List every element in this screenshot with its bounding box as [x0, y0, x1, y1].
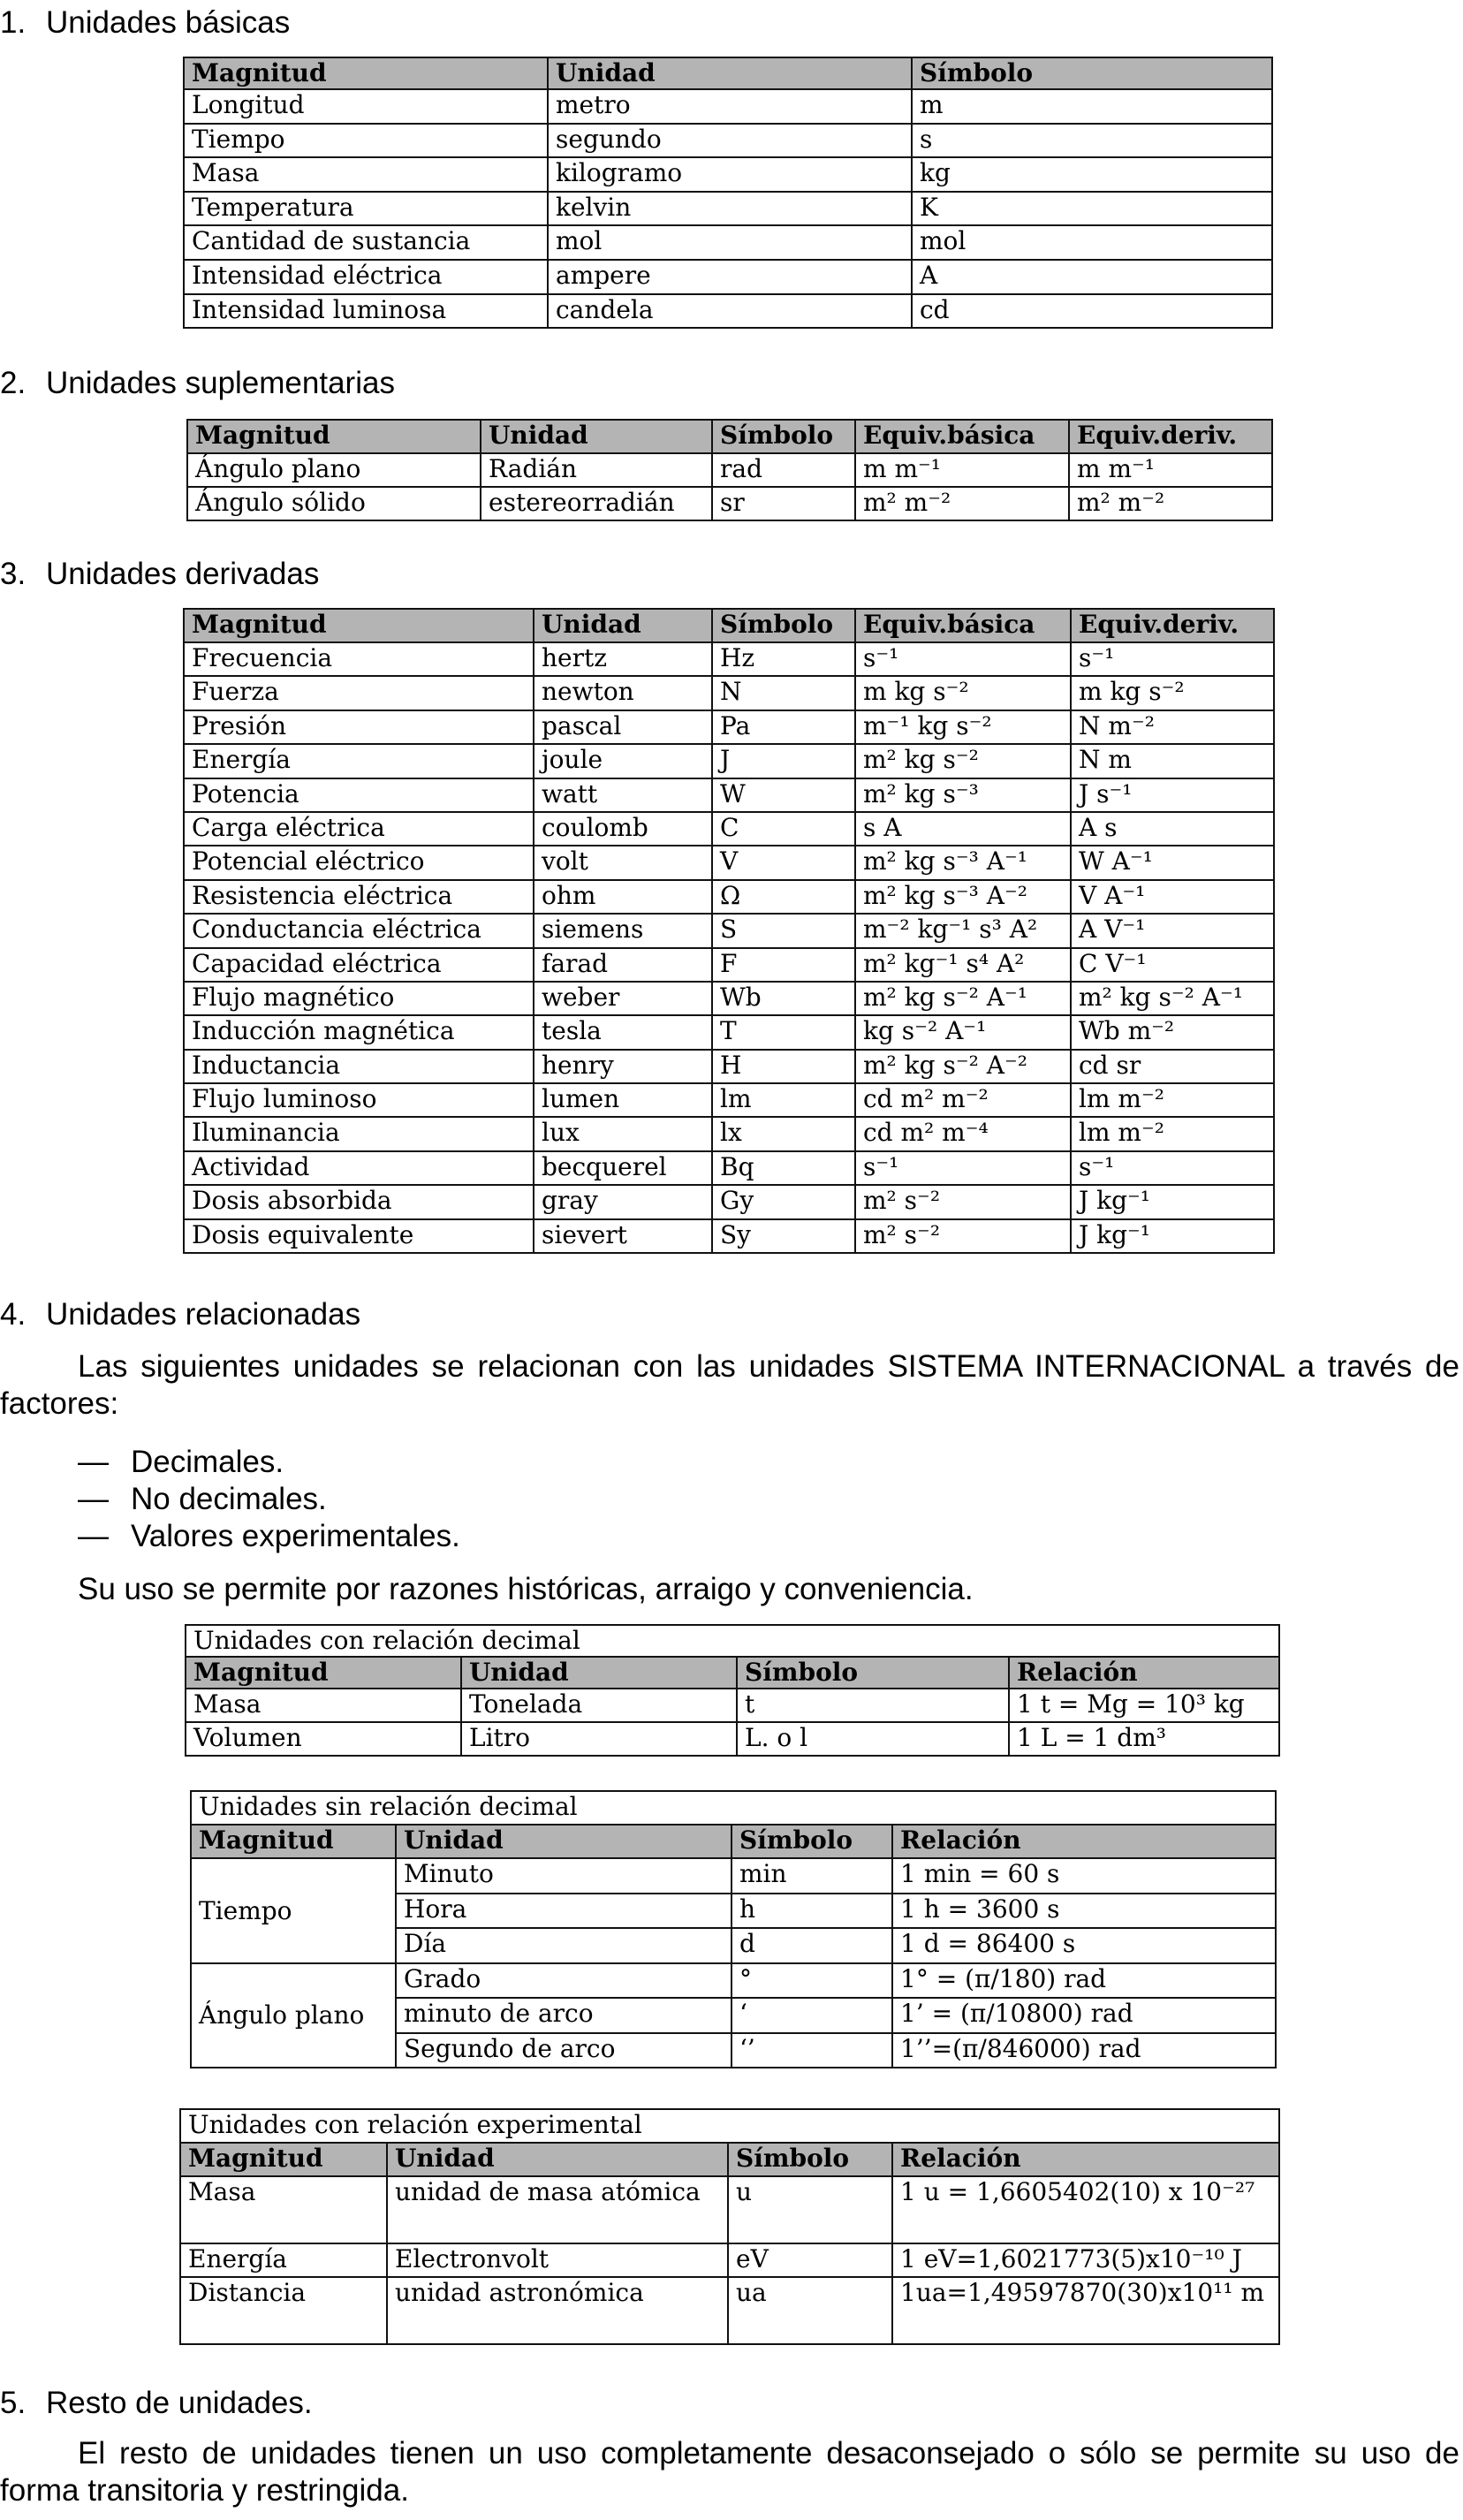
cell-simbolo: T [712, 1015, 855, 1049]
cell-relacion: 1’ = (π/10800) rad [892, 1998, 1276, 2033]
cell-magnitud: Capacidad eléctrica [184, 948, 534, 982]
cell-magnitud: Flujo luminoso [184, 1083, 534, 1117]
cell-simbolo: K [912, 192, 1272, 226]
cell-unidad: siemens [534, 914, 712, 947]
cell-equiv-deriv: cd sr [1071, 1050, 1274, 1083]
cell-simbolo: A [912, 260, 1272, 294]
col-header-magnitud: Magnitud [186, 1657, 461, 1689]
cell-unidad: coulomb [534, 812, 712, 846]
col-header-simbolo: Símbolo [712, 420, 855, 453]
cell-equiv-basica: m² kg s⁻² [855, 744, 1071, 778]
table-row [184, 89, 1272, 124]
cell-simbolo: Wb [712, 982, 855, 1015]
cell-simbolo: cd [912, 294, 1272, 329]
cell-magnitud: Flujo magnético [184, 982, 534, 1015]
section-2-heading: 2. Unidades suplementarias [0, 366, 395, 400]
cell-magnitud: Frecuencia [184, 642, 534, 676]
cell-simbolo: s [912, 124, 1272, 158]
cell-unidad: weber [534, 982, 712, 1015]
table-row [184, 1151, 1274, 1185]
cell-simbolo: min [732, 1858, 892, 1894]
cell-magnitud: Carga eléctrica [184, 812, 534, 846]
cell-equiv-basica: m² s⁻² [855, 1219, 1071, 1253]
table-row [187, 487, 1272, 520]
cell-simbolo: t [737, 1689, 1009, 1722]
table-row [184, 880, 1274, 914]
cell-simbolo: ° [732, 1963, 892, 1999]
cell-equiv-deriv: J kg⁻¹ [1071, 1185, 1274, 1218]
col-header-magnitud: Magnitud [184, 609, 534, 642]
derived-units-table [183, 608, 1275, 1254]
cell-unidad: Litro [461, 1722, 737, 1756]
decimal-relation-body [186, 1689, 1279, 1756]
cell-equiv-deriv: J kg⁻¹ [1071, 1219, 1274, 1253]
cell-simbolo: N [712, 676, 855, 710]
table-row [184, 1050, 1274, 1083]
cell-simbolo: lm [712, 1083, 855, 1117]
cell-relacion: 1 t = Mg = 10³ kg [1009, 1689, 1279, 1722]
cell-unidad: ampere [548, 260, 912, 294]
col-header-equiv-deriv: Equiv.deriv. [1069, 420, 1272, 453]
table-row [184, 157, 1272, 192]
table-row [187, 453, 1272, 487]
cell-simbolo: Bq [712, 1151, 855, 1185]
col-header-equiv-deriv: Equiv.deriv. [1071, 609, 1274, 642]
cell-magnitud: Conductancia eléctrica [184, 914, 534, 947]
col-header-magnitud: Magnitud [184, 57, 548, 89]
table-row [184, 225, 1272, 260]
cell-unidad: candela [548, 294, 912, 329]
section-4-heading: 4. Unidades relacionadas [0, 1297, 361, 1332]
cell-unidad: hertz [534, 642, 712, 676]
col-header-equiv-basica: Equiv.básica [855, 420, 1069, 453]
cell-unidad: lumen [534, 1083, 712, 1117]
table-row [184, 914, 1274, 947]
cell-magnitud: Iluminancia [184, 1117, 534, 1150]
cell-simbolo: rad [712, 453, 855, 487]
cell-magnitud: Masa [184, 157, 548, 192]
table-row [184, 1185, 1274, 1218]
cell-simbolo: h [732, 1894, 892, 1929]
cell-unidad: kilogramo [548, 157, 912, 192]
bullet-no-decimales: — No decimales. [78, 1482, 327, 1516]
cell-unidad: minuto de arco [396, 1998, 732, 2033]
cell-unidad: lux [534, 1117, 712, 1150]
col-header-unidad: Unidad [481, 420, 712, 453]
cell-equiv-deriv: V A⁻¹ [1071, 880, 1274, 914]
table-row [184, 1083, 1274, 1117]
experimental-relation-body [180, 2176, 1279, 2344]
table-row [184, 948, 1274, 982]
cell-magnitud: Resistencia eléctrica [184, 880, 534, 914]
table-row [184, 812, 1274, 846]
cell-equiv-deriv: C V⁻¹ [1071, 948, 1274, 982]
cell-simbolo: Sy [712, 1219, 855, 1253]
col-header-magnitud: Magnitud [180, 2143, 387, 2176]
col-header-magnitud: Magnitud [191, 1825, 396, 1858]
section-3-heading: 3. Unidades derivadas [0, 557, 320, 591]
cell-unidad: Electronvolt [387, 2243, 728, 2277]
cell-magnitud: Energía [180, 2243, 387, 2277]
cell-unidad: Segundo de arco [396, 2033, 732, 2068]
cell-magnitud: Dosis absorbida [184, 1185, 534, 1218]
table-row [184, 846, 1274, 879]
table-row [184, 124, 1272, 158]
cell-magnitud: Inductancia [184, 1050, 534, 1083]
cell-simbolo: F [712, 948, 855, 982]
col-header-simbolo: Símbolo [912, 57, 1272, 89]
cell-unidad: unidad de masa atómica [387, 2176, 728, 2243]
cell-unidad: Grado [396, 1963, 732, 1999]
cell-unidad: Minuto [396, 1858, 732, 1894]
cell-magnitud: Intensidad eléctrica [184, 260, 548, 294]
cell-simbolo: ua [728, 2277, 892, 2344]
cell-equiv-deriv: W A⁻¹ [1071, 846, 1274, 879]
cell-simbolo: S [712, 914, 855, 947]
basic-units-table [183, 57, 1273, 329]
cell-magnitud: Actividad [184, 1151, 534, 1185]
cell-equiv-basica: m² kg s⁻² A⁻¹ [855, 982, 1071, 1015]
cell-unidad: becquerel [534, 1151, 712, 1185]
cell-equiv-basica: m² kg s⁻³ [855, 778, 1071, 812]
cell-simbolo: C [712, 812, 855, 846]
table-row [184, 294, 1272, 329]
cell-equiv-basica: s⁻¹ [855, 642, 1071, 676]
cell-equiv-basica: cd m² m⁻² [855, 1083, 1071, 1117]
table-row [180, 2243, 1279, 2277]
cell-magnitud: Inducción magnética [184, 1015, 534, 1049]
cell-magnitud: Energía [184, 744, 534, 778]
cell-equiv-deriv: s⁻¹ [1071, 1151, 1274, 1185]
cell-equiv-deriv: lm m⁻² [1071, 1117, 1274, 1150]
cell-unidad: sievert [534, 1219, 712, 1253]
table-row [184, 642, 1274, 676]
cell-equiv-basica: cd m² m⁻⁴ [855, 1117, 1071, 1150]
cell-magnitud: Temperatura [184, 192, 548, 226]
table-row [184, 778, 1274, 812]
cell-equiv-basica: m² kg s⁻² A⁻² [855, 1050, 1071, 1083]
cell-equiv-deriv: m² m⁻² [1069, 487, 1272, 520]
cell-equiv-deriv: A V⁻¹ [1071, 914, 1274, 947]
cell-simbolo: Gy [712, 1185, 855, 1218]
cell-equiv-basica: m kg s⁻² [855, 676, 1071, 710]
cell-unidad: tesla [534, 1015, 712, 1049]
cell-unidad: watt [534, 778, 712, 812]
cell-simbolo: m [912, 89, 1272, 124]
cell-unidad: henry [534, 1050, 712, 1083]
cell-unidad: estereorradián [481, 487, 712, 520]
cell-unidad: Tonelada [461, 1689, 737, 1722]
col-header-unidad: Unidad [548, 57, 912, 89]
cell-equiv-basica: m m⁻¹ [855, 453, 1069, 487]
cell-simbolo: Ω [712, 880, 855, 914]
cell-simbolo: V [712, 846, 855, 879]
cell-magnitud: Distancia [180, 2277, 387, 2344]
cell-equiv-deriv: N m [1071, 744, 1274, 778]
cell-magnitud: Masa [186, 1689, 461, 1722]
table-row [184, 982, 1274, 1015]
cell-unidad: ohm [534, 880, 712, 914]
cell-magnitud: Ángulo sólido [187, 487, 481, 520]
col-header-unidad: Unidad [387, 2143, 728, 2176]
table-row [191, 1858, 1276, 1894]
derived-units-body [184, 642, 1274, 1253]
cell-unidad: Radián [481, 453, 712, 487]
supplementary-units-body [187, 453, 1272, 520]
decimal-relation-table [185, 1624, 1280, 1757]
col-header-equiv-basica: Equiv.básica [855, 609, 1071, 642]
cell-magnitud: Dosis equivalente [184, 1219, 534, 1253]
cell-unidad: newton [534, 676, 712, 710]
cell-equiv-deriv: lm m⁻² [1071, 1083, 1274, 1117]
col-header-unidad: Unidad [396, 1825, 732, 1858]
nondecimal-relation-body [191, 1858, 1276, 2068]
cell-magnitud: Potencia [184, 778, 534, 812]
cell-magnitud: Volumen [186, 1722, 461, 1756]
cell-equiv-deriv: A s [1071, 812, 1274, 846]
cell-equiv-basica: m² kg s⁻³ A⁻² [855, 880, 1071, 914]
basic-units-body [184, 89, 1272, 328]
usage-paragraph: Su uso se permite por razones históricas, arraigo y conveniencia. [78, 1572, 974, 1606]
cell-magnitud: Ángulo plano [187, 453, 481, 487]
cell-simbolo: ‘’ [732, 2033, 892, 2068]
cell-unidad: segundo [548, 124, 912, 158]
table-row [184, 1015, 1274, 1049]
cell-relacion: 1 min = 60 s [892, 1858, 1276, 1894]
cell-equiv-basica: m² m⁻² [855, 487, 1069, 520]
col-header-relacion: Relación [892, 1825, 1276, 1858]
cell-magnitud: Cantidad de sustancia [184, 225, 548, 260]
cell-simbolo: kg [912, 157, 1272, 192]
col-header-simbolo: Símbolo [728, 2143, 892, 2176]
table-row [191, 1963, 1276, 1999]
cell-simbolo: ‘ [732, 1998, 892, 2033]
cell-equiv-basica: m⁻² kg⁻¹ s³ A² [855, 914, 1071, 947]
table-caption: Unidades con relación decimal [186, 1625, 1279, 1657]
cell-unidad: Hora [396, 1894, 732, 1929]
col-header-relacion: Relación [1009, 1657, 1279, 1689]
cell-magnitud: Masa [180, 2176, 387, 2243]
table-row [186, 1722, 1279, 1756]
cell-relacion: 1° = (π/180) rad [892, 1963, 1276, 1999]
table-row [180, 2277, 1279, 2344]
cell-equiv-deriv: m² kg s⁻² A⁻¹ [1071, 982, 1274, 1015]
cell-unidad: mol [548, 225, 912, 260]
cell-simbolo: d [732, 1928, 892, 1963]
cell-equiv-deriv: m m⁻¹ [1069, 453, 1272, 487]
col-header-magnitud: Magnitud [187, 420, 481, 453]
cell-simbolo: sr [712, 487, 855, 520]
table-row [184, 676, 1274, 710]
experimental-relation-table [179, 2108, 1280, 2345]
table-row [184, 710, 1274, 744]
table-row [184, 1117, 1274, 1150]
cell-magnitud: Tiempo [184, 124, 548, 158]
cell-unidad: farad [534, 948, 712, 982]
cell-equiv-basica: m⁻¹ kg s⁻² [855, 710, 1071, 744]
cell-equiv-basica: m² s⁻² [855, 1185, 1071, 1218]
cell-simbolo: W [712, 778, 855, 812]
supplementary-units-table [186, 419, 1273, 521]
cell-relacion: 1 L = 1 dm³ [1009, 1722, 1279, 1756]
cell-equiv-basica: kg s⁻² A⁻¹ [855, 1015, 1071, 1049]
cell-magnitud: Intensidad luminosa [184, 294, 548, 329]
cell-unidad: gray [534, 1185, 712, 1218]
col-header-simbolo: Símbolo [712, 609, 855, 642]
cell-simbolo: H [712, 1050, 855, 1083]
rest-paragraph: El resto de unidades tienen un uso completamente desaconsejado o sólo se permite su uso de forma transitoria y restringida. [0, 2436, 1459, 2508]
cell-equiv-basica: s A [855, 812, 1071, 846]
cell-magnitud: Fuerza [184, 676, 534, 710]
cell-simbolo: mol [912, 225, 1272, 260]
cell-relacion: 1 h = 3600 s [892, 1894, 1276, 1929]
col-header-relacion: Relación [892, 2143, 1279, 2176]
col-header-unidad: Unidad [461, 1657, 737, 1689]
cell-equiv-deriv: N m⁻² [1071, 710, 1274, 744]
table-row [184, 1219, 1274, 1253]
cell-equiv-deriv: s⁻¹ [1071, 642, 1274, 676]
nondecimal-relation-table [190, 1790, 1277, 2068]
table-caption: Unidades sin relación decimal [191, 1791, 1276, 1825]
cell-equiv-deriv: Wb m⁻² [1071, 1015, 1274, 1049]
col-header-unidad: Unidad [534, 609, 712, 642]
cell-magnitud: Longitud [184, 89, 548, 124]
table-row [184, 192, 1272, 226]
cell-equiv-basica: s⁻¹ [855, 1151, 1071, 1185]
cell-relacion: 1 d = 86400 s [892, 1928, 1276, 1963]
cell-simbolo: lx [712, 1117, 855, 1150]
bullet-decimales: — Decimales. [78, 1445, 284, 1479]
cell-equiv-deriv: m kg s⁻² [1071, 676, 1274, 710]
cell-relacion: 1’’=(π/846000) rad [892, 2033, 1276, 2068]
cell-magnitud: Ángulo plano [191, 1963, 396, 2068]
bullet-valores-experimentales: — Valores experimentales. [78, 1519, 460, 1553]
table-row [184, 744, 1274, 778]
cell-unidad: volt [534, 846, 712, 879]
cell-simbolo: eV [728, 2243, 892, 2277]
cell-simbolo: L. o l [737, 1722, 1009, 1756]
table-row [180, 2176, 1279, 2243]
cell-relacion: 1 u = 1,6605402(10) x 10⁻²⁷ [892, 2176, 1279, 2243]
cell-simbolo: Hz [712, 642, 855, 676]
cell-equiv-basica: m² kg⁻¹ s⁴ A² [855, 948, 1071, 982]
cell-unidad: kelvin [548, 192, 912, 226]
cell-simbolo: u [728, 2176, 892, 2243]
col-header-simbolo: Símbolo [737, 1657, 1009, 1689]
cell-unidad: metro [548, 89, 912, 124]
cell-unidad: Día [396, 1928, 732, 1963]
related-intro-paragraph: Las siguientes unidades se relacionan con las unidades SISTEMA INTERNACIONAL a través de factores: [0, 1349, 1459, 1421]
section-1-heading: 1. Unidades básicas [0, 5, 291, 40]
cell-simbolo: J [712, 744, 855, 778]
cell-equiv-basica: m² kg s⁻³ A⁻¹ [855, 846, 1071, 879]
cell-unidad: unidad astronómica [387, 2277, 728, 2344]
cell-relacion: 1 eV=1,6021773(5)x10⁻¹⁰ J [892, 2243, 1279, 2277]
cell-magnitud: Tiempo [191, 1858, 396, 1963]
cell-unidad: joule [534, 744, 712, 778]
cell-magnitud: Presión [184, 710, 534, 744]
section-5-heading: 5. Resto de unidades. [0, 2386, 313, 2420]
table-caption: Unidades con relación experimental [180, 2109, 1279, 2143]
cell-magnitud: Potencial eléctrico [184, 846, 534, 879]
cell-simbolo: Pa [712, 710, 855, 744]
table-row [186, 1689, 1279, 1722]
col-header-simbolo: Símbolo [732, 1825, 892, 1858]
cell-equiv-deriv: J s⁻¹ [1071, 778, 1274, 812]
cell-unidad: pascal [534, 710, 712, 744]
cell-relacion: 1ua=1,49597870(30)x10¹¹ m [892, 2277, 1279, 2344]
table-row [184, 260, 1272, 294]
